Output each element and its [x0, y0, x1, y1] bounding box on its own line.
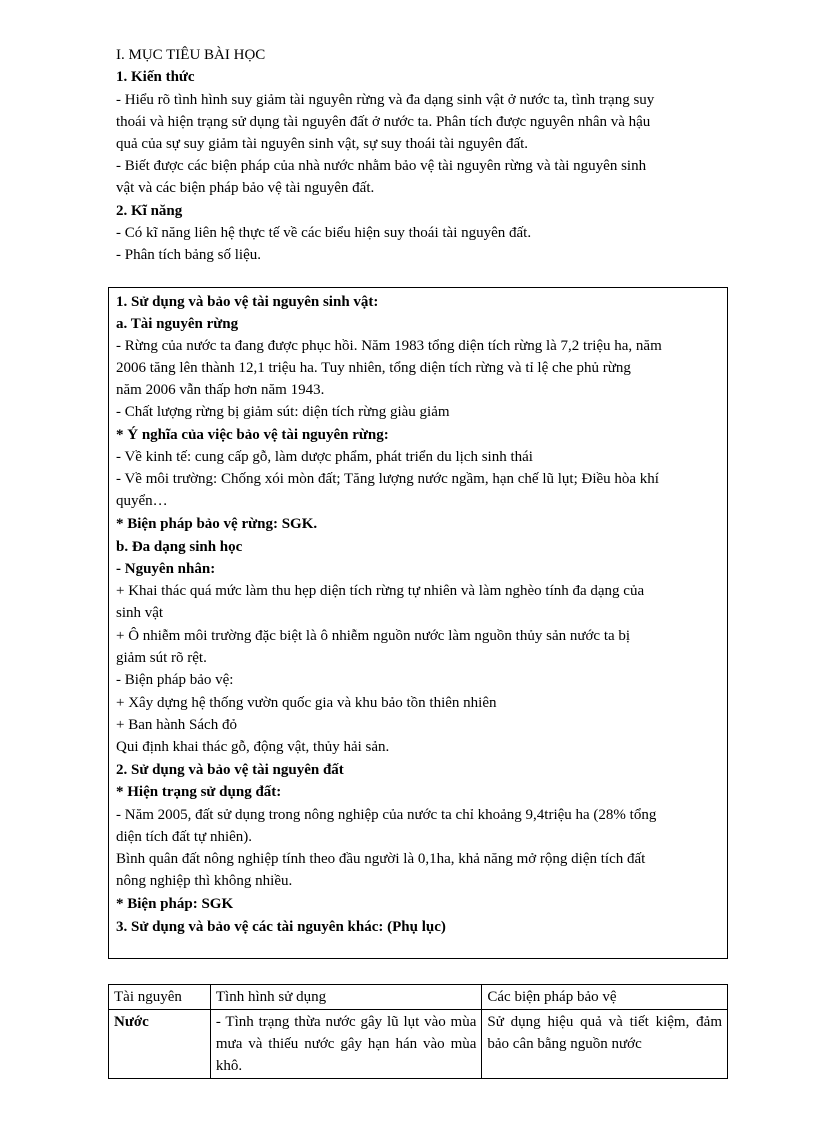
land-status-title: * Hiện trạng sử dụng đất:: [116, 784, 282, 800]
knowledge-text-line: quả của sự suy giảm tài nguyên sinh vật, sự suy thoái tài nguyên đất.: [116, 136, 529, 152]
box-text-line: + Xây dựng hệ thống vườn quốc gia và khu bảo tồn thiên nhiên: [116, 695, 497, 711]
box-section-1-title: 1. Sử dụng và bảo vệ tài nguyên sinh vật:: [116, 294, 379, 310]
box-text-line: Qui định khai thác gỗ, động vật, thủy hải sản.: [116, 739, 390, 755]
box-text-line: quyển…: [116, 493, 168, 509]
meaning-title: * Ý nghĩa của việc bảo vệ tài nguyên rừng:: [116, 427, 389, 443]
box-text-line: + Ban hành Sách đỏ: [116, 717, 237, 733]
skills-text-line: - Có kĩ năng liên hệ thực tế về các biểu hiện suy thoái tài nguyên đất.: [116, 225, 532, 241]
box-text-line: - Về môi trường: Chống xói mòn đất; Tăng lượng nước ngầm, hạn chế lũ lụt; Điều hòa khí: [116, 471, 659, 487]
box-text-line: - Về kinh tế: cung cấp gỗ, làm dược phẩm, phát triển du lịch sinh thái: [116, 449, 533, 465]
biodiversity-title: b. Đa dạng sinh học: [116, 539, 243, 555]
box-section-2-title: 2. Sử dụng và bảo vệ tài nguyên đất: [116, 762, 344, 778]
box-text-line: - Chất lượng rừng bị giảm sút: diện tích rừng giàu giảm: [116, 404, 450, 420]
box-text-line: Bình quân đất nông nghiệp tính theo đầu người là 0,1ha, khả năng mở rộng diện tích đất: [116, 851, 646, 867]
knowledge-title: 1. Kiến thức: [116, 69, 195, 85]
skills-title: 2. Kĩ năng: [116, 203, 183, 219]
box-text-line: giảm sút rõ rệt.: [116, 650, 207, 666]
knowledge-text-line: - Biết được các biện pháp của nhà nước nhằm bảo vệ tài nguyên rừng và tài nguyên sinh: [116, 158, 647, 174]
box-text-line: + Khai thác quá mức làm thu hẹp diện tích rừng tự nhiên và làm nghèo tính đa dạng của: [116, 583, 645, 599]
table-cell-resource: Nước: [109, 1010, 211, 1079]
skills-text-line: - Phân tích bảng số liệu.: [116, 247, 261, 263]
box-text-line: - Năm 2005, đất sử dụng trong nông nghiệp của nước ta chỉ khoảng 9,4triệu ha (28% tổng: [116, 807, 657, 823]
knowledge-text-line: - Hiểu rõ tình hình suy giảm tài nguyên rừng và đa dạng sinh vật ở nước ta, tình trạng suy: [116, 92, 655, 108]
box-text-line: - Biện pháp bảo vệ:: [116, 672, 234, 688]
table-header-row: [109, 985, 728, 1010]
land-measure: * Biện pháp: SGK: [116, 896, 234, 912]
box-text-line: + Ô nhiễm môi trường đặc biệt là ô nhiễm nguồn nước làm nguồn thủy sản nước ta bị: [116, 628, 631, 644]
forest-title: a. Tài nguyên rừng: [116, 316, 239, 332]
box-text-line: năm 2006 vẫn thấp hơn năm 1943.: [116, 382, 325, 398]
table-header-cell: Các biện pháp bảo vệ: [482, 985, 728, 1010]
table-cell-usage: - Tình trạng thừa nước gây lũ lụt vào mùa mưa và thiếu nước gây hạn hán vào mùa khô.: [210, 1010, 482, 1079]
box-text-line: diện tích đất tự nhiên).: [116, 829, 253, 845]
knowledge-text-line: vật và các biện pháp bảo vệ tài nguyên đất.: [116, 180, 375, 196]
box-text-line: 2006 tăng lên thành 12,1 triệu ha. Tuy nhiên, tổng diện tích rừng và tỉ lệ che phủ rừng: [116, 360, 631, 376]
cause-title: - Nguyên nhân:: [116, 561, 216, 577]
forest-measure: * Biện pháp bảo vệ rừng: SGK.: [116, 516, 318, 532]
knowledge-text-line: thoái và hiện trạng sử dụng tài nguyên đất ở nước ta. Phân tích được nguyên nhân và hậu: [116, 114, 651, 130]
box-text-line: sinh vật: [116, 605, 164, 621]
table-cell-protection: Sử dụng hiệu quả và tiết kiệm, đảm bảo cân bằng nguồn nước: [482, 1010, 728, 1079]
box-text-line: nông nghiệp thì không nhiều.: [116, 873, 293, 889]
box-section-3-title: 3. Sử dụng và bảo vệ các tài nguyên khác: (Phụ lục): [116, 919, 446, 935]
resource-table: [108, 984, 728, 1079]
table-row: [109, 1010, 728, 1079]
table-header-cell: Tài nguyên: [109, 985, 211, 1010]
table-header-cell: Tình hình sử dụng: [210, 985, 482, 1010]
box-text-line: - Rừng của nước ta đang được phục hồi. Năm 1983 tổng diện tích rừng là 7,2 triệu ha, năm: [116, 338, 662, 354]
section-heading: I. MỤC TIÊU BÀI HỌC: [116, 47, 266, 63]
